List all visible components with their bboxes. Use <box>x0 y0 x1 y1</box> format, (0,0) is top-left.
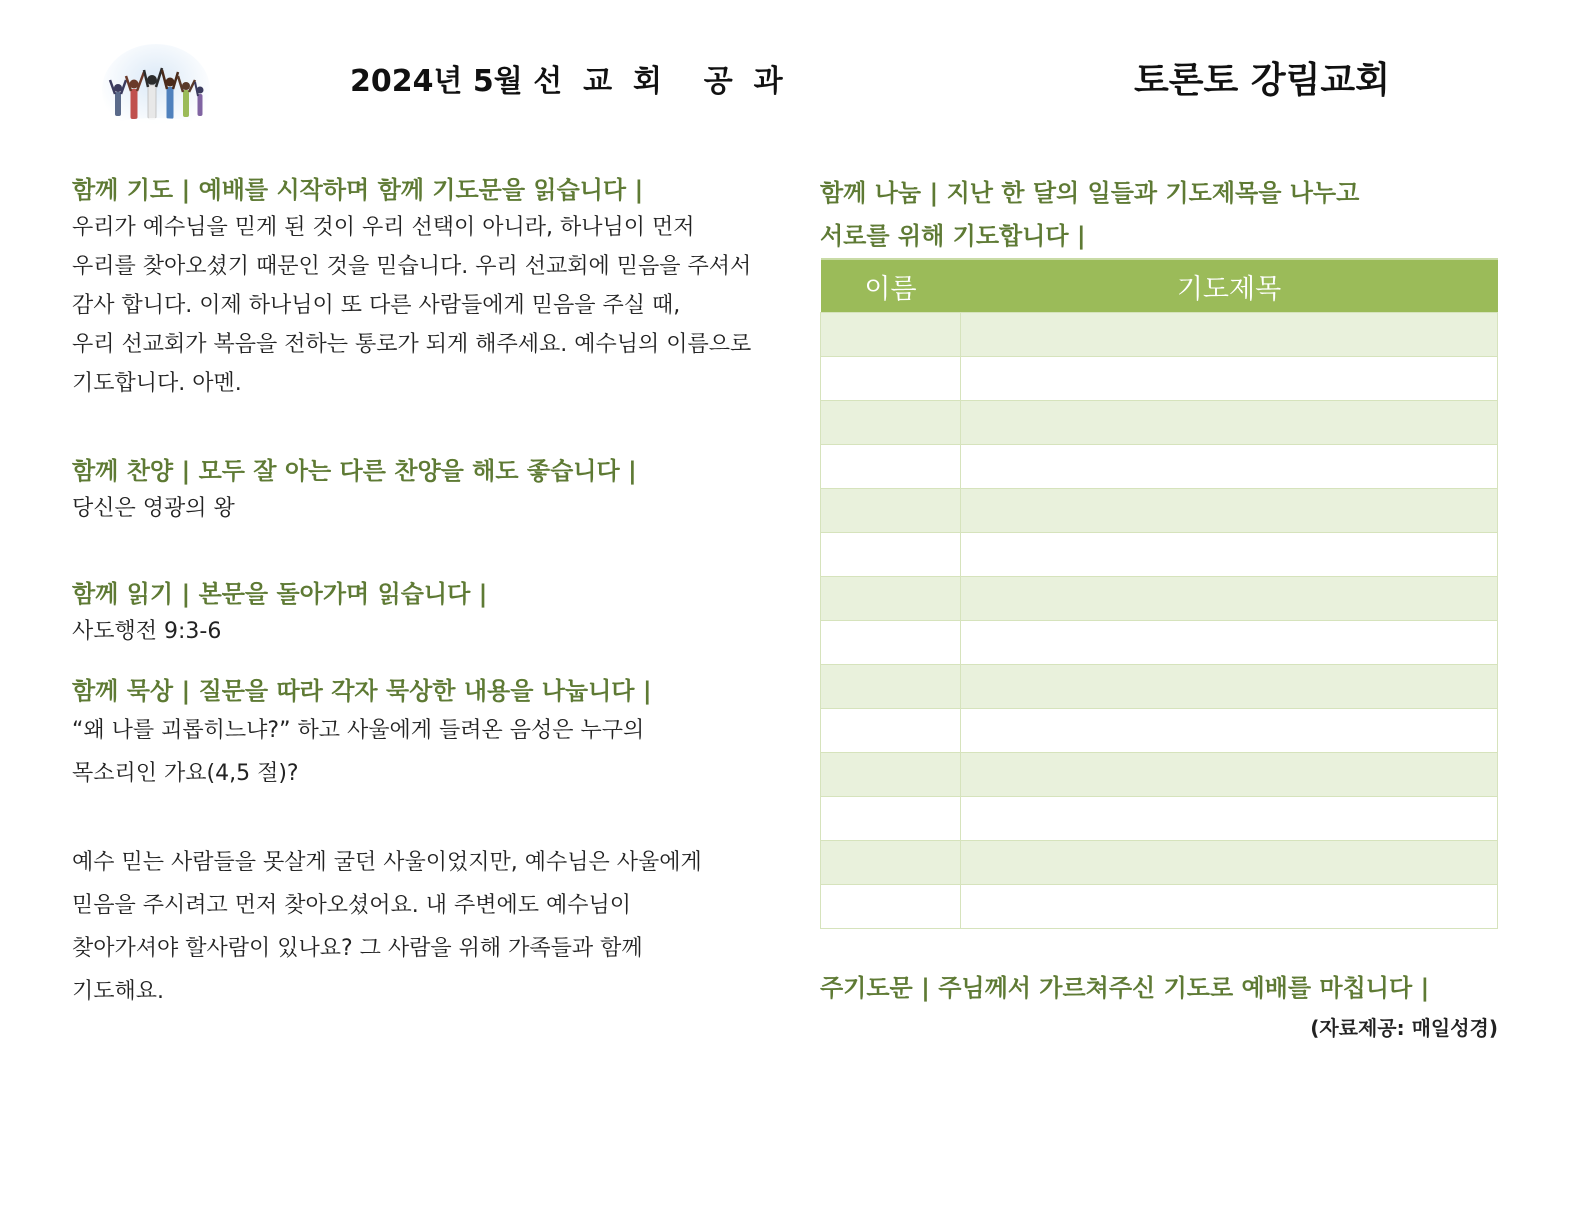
table-row <box>821 313 1498 357</box>
name-cell[interactable] <box>821 357 961 401</box>
meditation-reflection: 기도해요. <box>72 979 165 1004</box>
table-row <box>821 753 1498 797</box>
page-title: 2024년 5월 선 교 회 공 과 <box>350 64 783 99</box>
meditation-reflection: 찾아가셔야 할사람이 있나요? 그 사람을 위해 가족들과 함께 <box>72 936 643 961</box>
name-cell[interactable] <box>821 489 961 533</box>
topic-cell[interactable] <box>961 753 1498 797</box>
topic-cell[interactable] <box>961 313 1498 357</box>
table-row <box>821 885 1498 929</box>
topic-cell[interactable] <box>961 621 1498 665</box>
left-column <box>72 172 762 1013</box>
name-cell[interactable] <box>821 841 961 885</box>
table-row <box>821 841 1498 885</box>
table-row <box>821 357 1498 401</box>
prayer-line: 우리가 예수님을 믿게 된 것이 우리 선택이 아니라, 하나님이 먼저 <box>72 215 695 240</box>
topic-cell[interactable] <box>961 709 1498 753</box>
meditation-reflection: 예수 믿는 사람들을 못살게 굴던 사울이었지만, 예수님은 사울에게 <box>72 850 702 875</box>
table-row <box>821 401 1498 445</box>
sharing-heading: 함께 나눔 | 지난 한 달의 일들과 기도제목을 나누고 <box>820 179 1360 207</box>
reading-passage: 사도행전 9:3-6 <box>72 619 222 644</box>
column-header-topic: 기도제목 <box>961 259 1498 313</box>
topic-cell[interactable] <box>961 533 1498 577</box>
meditation-question: “왜 나를 괴롭히느냐?” 하고 사울에게 들려온 음성은 누구의 <box>72 718 645 743</box>
name-cell[interactable] <box>821 753 961 797</box>
prayer-line: 기도합니다. 아멘. <box>72 371 242 396</box>
table-row <box>821 445 1498 489</box>
topic-cell[interactable] <box>961 665 1498 709</box>
topic-cell[interactable] <box>961 577 1498 621</box>
name-cell[interactable] <box>821 797 961 841</box>
topic-cell[interactable] <box>961 445 1498 489</box>
church-name: 토론토 강림교회 <box>1134 60 1390 101</box>
name-cell[interactable] <box>821 621 961 665</box>
meditation-reflection: 믿음을 주시려고 먼저 찾아오셨어요. 내 주변에도 예수님이 <box>72 893 632 918</box>
topic-cell[interactable] <box>961 841 1498 885</box>
people-raising-hands-icon <box>100 40 212 140</box>
source-credit: (자료제공: 매일성경) <box>1310 1016 1498 1040</box>
topic-cell[interactable] <box>961 401 1498 445</box>
table-row <box>821 577 1498 621</box>
column-header-name: 이름 <box>821 259 961 313</box>
table-row <box>821 709 1498 753</box>
table-row <box>821 489 1498 533</box>
prayer-request-table <box>820 258 1498 929</box>
topic-cell[interactable] <box>961 357 1498 401</box>
table-row <box>821 665 1498 709</box>
reading-heading: 함께 읽기 | 본문을 돌아가며 읽습니다 | <box>72 580 488 608</box>
topic-cell[interactable] <box>961 885 1498 929</box>
name-cell[interactable] <box>821 665 961 709</box>
table-header-row <box>821 259 1498 313</box>
sharing-heading: 서로를 위해 기도합니다 | <box>820 222 1086 250</box>
meditation-question: 목소리인 가요(4,5 절)? <box>72 761 299 786</box>
name-cell[interactable] <box>821 313 961 357</box>
table-row <box>821 533 1498 577</box>
meditation-heading: 함께 묵상 | 질문을 따라 각자 묵상한 내용을 나눕니다 | <box>72 677 652 705</box>
name-cell[interactable] <box>821 533 961 577</box>
right-column <box>820 172 1498 929</box>
table-row <box>821 797 1498 841</box>
prayer-line: 감사 합니다. 이제 하나님이 또 다른 사람들에게 믿음을 주실 때, <box>72 293 681 318</box>
name-cell[interactable] <box>821 709 961 753</box>
praise-heading: 함께 찬양 | 모두 잘 아는 다른 찬양을 해도 좋습니다 | <box>72 457 637 485</box>
prayer-line: 우리 선교회가 복음을 전하는 통로가 되게 해주세요. 예수님의 이름으로 <box>72 332 752 357</box>
closing-heading: 주기도문 | 주님께서 가르쳐주신 기도로 예배를 마칩니다 | <box>820 974 1430 1002</box>
name-cell[interactable] <box>821 885 961 929</box>
prayer-line: 우리를 찾아오셨기 때문인 것을 믿습니다. 우리 선교회에 믿음을 주셔서 <box>72 254 752 279</box>
topic-cell[interactable] <box>961 797 1498 841</box>
prayer-heading: 함께 기도 | 예배를 시작하며 함께 기도문을 읽습니다 | <box>72 176 644 204</box>
table-row <box>821 621 1498 665</box>
name-cell[interactable] <box>821 445 961 489</box>
topic-cell[interactable] <box>961 489 1498 533</box>
name-cell[interactable] <box>821 401 961 445</box>
name-cell[interactable] <box>821 577 961 621</box>
praise-song: 당신은 영광의 왕 <box>72 496 235 521</box>
